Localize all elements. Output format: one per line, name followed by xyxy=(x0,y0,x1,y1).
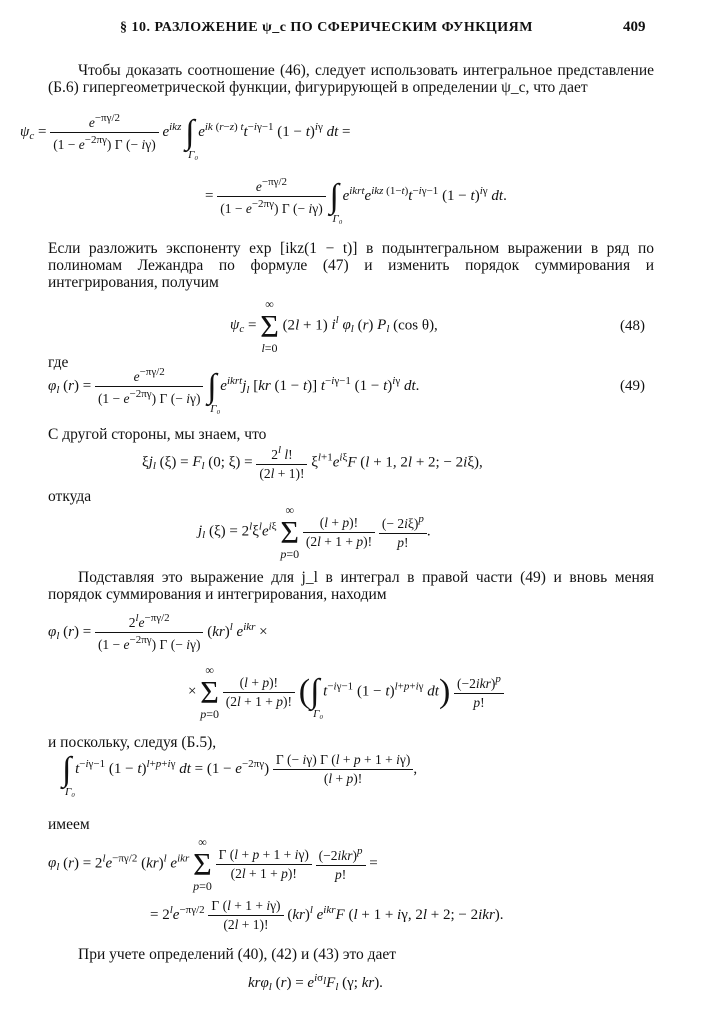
equation-psi-c-integral-cont: = $\frac{e^{-\pi\gamma/2}}{(1 - e^{-2\pi\gamma}) \Gamma (- i\gamma)}$ ∫ Γ₀ $e^{ikrt}e^{ikz (1-t)}t^{-i\gamma-1}$ $(1 - t)^{i\gamma}$ dt. xyxy=(205,176,507,225)
equation-jl-series: $j_l$ $(\xi) = 2^l\xi^le^{i\xi}$ ∞ Σ p=0 $\frac{(l + p)!}{(2l + 1 + p)!}$ $\frac{(- 2i\xi)^p}{p!}$ . xyxy=(198,503,431,561)
paragraph-where: где xyxy=(48,354,69,371)
paragraph-4: С другой стороны, мы знаем, что xyxy=(48,426,267,443)
equation-final: krφ$_l$ $(r) = e^{i\sigma_l}F_l$ (γ; kr). xyxy=(248,972,383,993)
equation-49: $\varphi_l$ (r) = $\frac{e^{-\pi\gamma/2}}{(1 - e^{-2\pi\gamma}) \Gamma (- i\gamma)}$ ∫ Γ₀ $e^{ikrt}j_l$ [kr (1 − t)] $t^{-i\gamma-1}$ $(1 - t)^{i\gamma}$ dt. xyxy=(48,366,420,415)
paragraph-whence: откуда xyxy=(48,488,92,505)
equation-phi-l-series-1: $\varphi_l$ (r) = $\frac{2^le^{-\pi\gamma/2}}{(1 - e^{-2\pi\gamma}) \Gamma (- i\gamma)}$ (kr)$^l$ $e^{ikr}$ × xyxy=(48,612,268,652)
equation-phi-l-series-2: × ∞ Σ p=0 $\frac{(l + p)!}{(2l + 1 + p)!}$ (∫ Γ₀ $t^{-i\gamma-1}$ $(1 - t)^{l+p+i\gamma}$ dt) $\frac{(-2ikr)^p}{p!}$ xyxy=(188,664,504,720)
equation-integral-b5: ∫ Γ₀ $t^{-i\gamma-1}$ $(1 - t)^{l+p+i\gamma}$ dt = $(1 - e^{-2\pi\gamma})$ $\frac{\Gamma (- i\gamma) \Gamma (l + p + 1 + i\gamma)}{(l + p)!}$ , xyxy=(62,750,418,798)
equation-49-number: (49) xyxy=(620,378,645,394)
paragraph-9: При учете определений (40), (42) и (43) это дает xyxy=(78,946,397,963)
running-title: § 10. РАЗЛОЖЕНИЕ ψ_c ПО СФЕРИЧЕСКИМ ФУНКЦИЯМ xyxy=(120,20,533,35)
equation-psi-c-integral: $\psi_c$ = $\frac{e^{-\pi\gamma/2}}{(1 - e^{-2\pi\gamma}) \Gamma (- i\gamma)}$ $e^{ikz}$ ∫ Γ₀ $e^{ik (r-z) t}t^{-i\gamma-1}$ $(1 - t)^{i\gamma}$ dt = xyxy=(20,112,351,161)
page-number: 409 xyxy=(623,19,646,35)
paragraph-8: имеем xyxy=(48,816,90,833)
paragraph-1: Чтобы доказать соотношение (46), следует использовать интегральное представление (Б.6) гипергеометрической функции, фигурирующей в определении ψ_c, что дает xyxy=(48,62,654,96)
paragraph-6: Подставляя это выражение для j_l в интеграл в правой части (49) и вновь меняя порядок суммирования и интегрирования, находим xyxy=(48,569,654,603)
equation-48: $\psi_c$ = ∞ Σ l=0 (2l + 1) $i^l$ $\varphi_l$ (r) $P_l$ (cos θ), xyxy=(230,297,438,355)
equation-48-number: (48) xyxy=(620,318,645,334)
paragraph-7: и поскольку, следуя (Б.5), xyxy=(48,734,217,751)
equation-phi-l-result-1: $\varphi_l$ $(r) = 2^le^{-\pi\gamma/2}$ (kr)$^l$ $e^{ikr}$ ∞ Σ p=0 $\frac{\Gamma (l + p + 1 + i\gamma)}{(2l + 1 + p)!}$ $\frac{(-2ikr)^p}{p!}$ = xyxy=(48,835,378,893)
equation-phi-l-result-2: = $2^le^{-\pi\gamma/2}$ $\frac{\Gamma (l + 1 + i\gamma)}{(2l + 1)!}$ (kr)$^l$ $e^{ikr}F$ (l + 1 + iγ, 2l + 2; − 2ikr). xyxy=(150,898,504,932)
paragraph-2: Если разложить экспоненту exp [ikz(1 − t)] в подынтегральном выражении в ряд по полиномам Лежандра по формуле (47) и изменить порядок суммирования и интегрирования, получим xyxy=(48,240,654,291)
equation-jl-hypergeometric: $\xi j_l$ $(\xi) = F_l$ (0; ξ) = $\frac{2^l l!}{(2l + 1)!}$ $\xi^{l+1}e^{i\xi}F$ (l + 1, 2l + 2; − 2iξ), xyxy=(142,444,483,481)
